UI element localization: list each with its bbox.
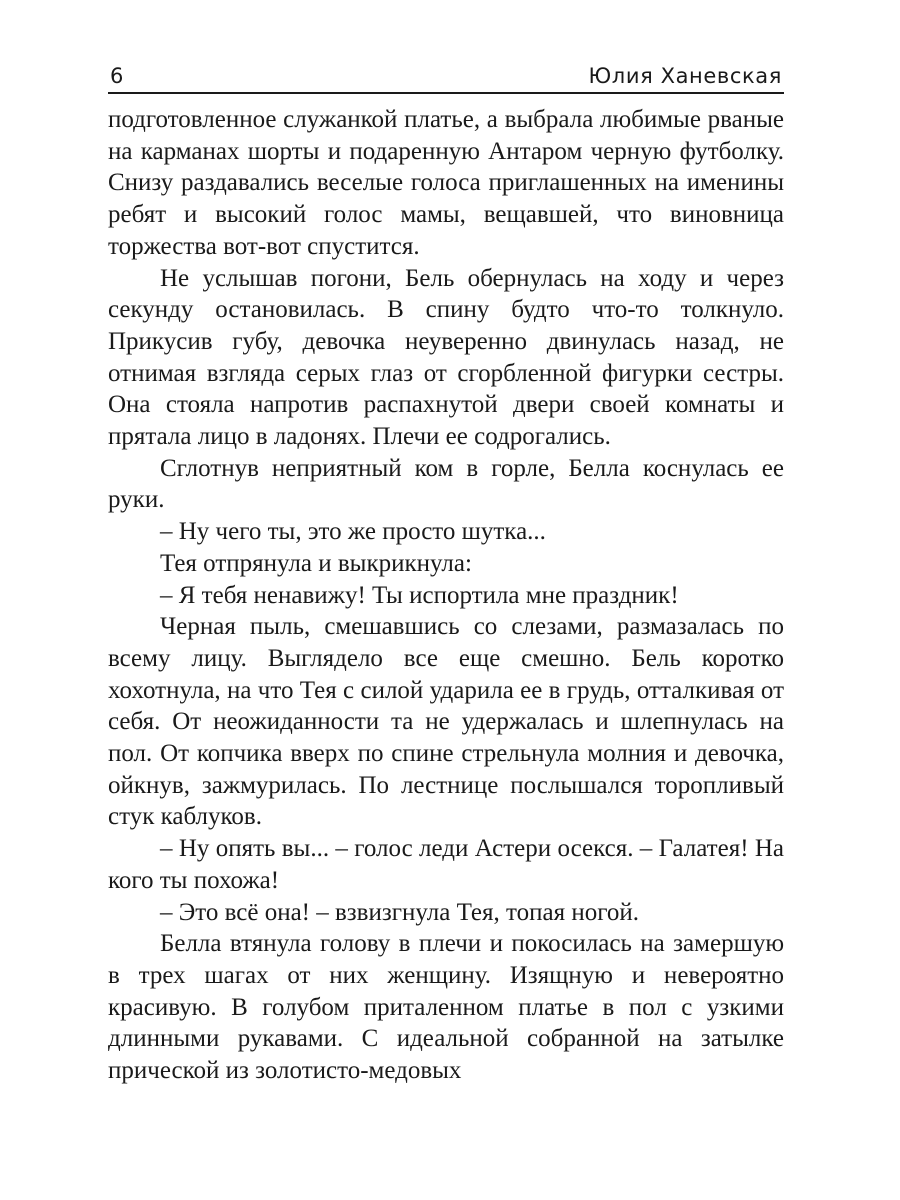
paragraph: подготовленное служанкой платье, а выбрала любимые рваные на карманах шорты и подаренную Антаром черную футболку. Снизу раздавались веселые голоса приглашенных на именины ребят и высокий голос мамы, вещавшей, что виновница торжества вот-вот спустится.	[108, 106, 784, 260]
paragraph: Тея отпрянула и выкрикнула:	[160, 549, 472, 577]
paragraph: Черная пыль, смешавшись со слезами, размазалась по всему лицу. Выглядело все еще смешно. Бель коротко хохотнула, на что Тея с силой ударила ее в грудь, отталкивая от себя. От неожиданности та не удержалась и шлепнулась на пол. От копчика вверх по спине стрельнула молния и девочка, ойкнув, зажмурилась. По лестнице послышался торопливый стук каблуков.	[108, 613, 784, 831]
paragraph: Белла втянула голову в плечи и покосилась на замершую в трех шагах от них женщину. Изящную и невероятно красивую. В голубом приталенном платье в пол с узкими длинными рукавами. С идеальной собранной на затылке прической из золотисто-медовых	[108, 930, 784, 1085]
running-title-author: Юлия Ханевская	[588, 64, 782, 88]
paragraph: Сглотнув неприятный ком в горле, Белла коснулась ее руки.	[108, 454, 784, 514]
running-header	[108, 56, 784, 94]
dialogue-line: – Ну опять вы... – голос леди Астери осекся. – Галатея! На кого ты похожа!	[108, 835, 784, 894]
body-text	[108, 104, 784, 1087]
dialogue-line: – Это всё она! – взвизгнула Тея, топая ногой.	[160, 898, 639, 926]
dialogue-line: – Я тебя ненавижу! Ты испортила мне праздник!	[160, 581, 679, 609]
dialogue-line: – Ну чего ты, это же просто шутка...	[160, 518, 546, 546]
paragraph: Не услышав погони, Бель обернулась на ходу и через секунду остановилась. В спину будто что-то толкнуло. Прикусив губу, девочка неуверенно двинулась назад, не отнимая взгляда серых глаз от сгорбленной фигурки сестры. Она стояла напротив распахнутой двери своей комнаты и прятала лицо в ладонях. Плечи ее содрогались.	[108, 264, 784, 451]
page-number: 6	[110, 64, 124, 88]
